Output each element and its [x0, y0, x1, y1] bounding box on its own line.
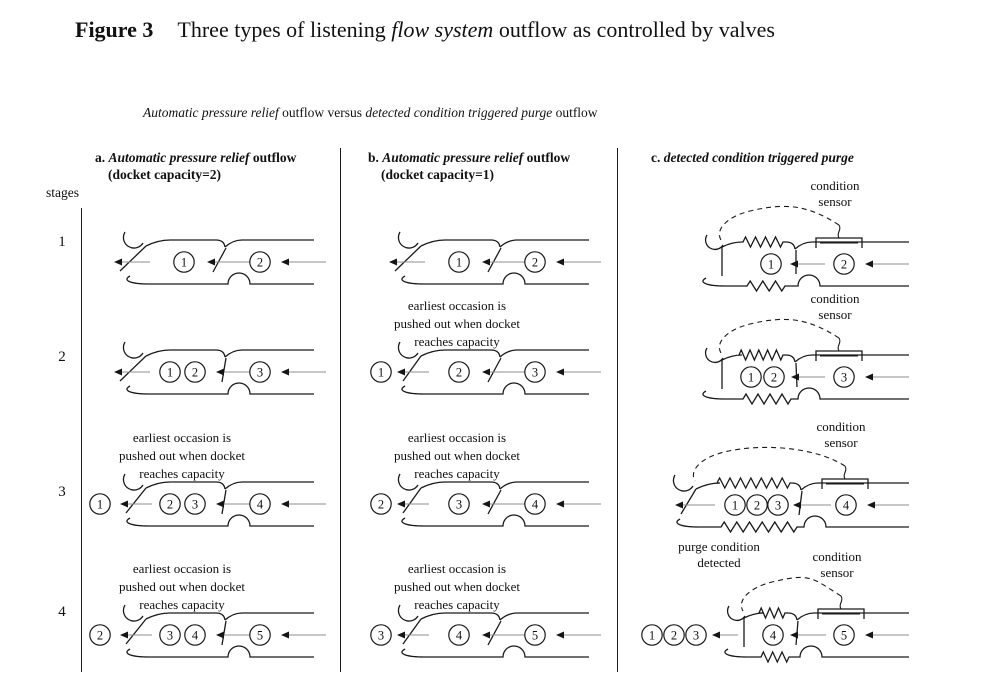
- left-valve-flap-open: [681, 489, 696, 514]
- outflow-arrow-head: [397, 369, 405, 376]
- pipe-top-line: [722, 350, 795, 362]
- purge-condition-detected-label: purge condition detected: [678, 539, 760, 570]
- occasion-token-number: 4: [842, 498, 850, 513]
- occasion-token-number: 1: [166, 365, 174, 380]
- occasion-token-number: 2: [753, 498, 761, 513]
- column-divider-ab: [340, 148, 341, 672]
- occasion-token-number: 4: [256, 497, 264, 512]
- pipe-top-line: [421, 240, 500, 247]
- occasion-token-number: 1: [747, 370, 755, 385]
- pipe-bottom-line: [402, 515, 589, 526]
- figure-title-text: Three types of listening flow system outflow as controlled by valves: [177, 17, 775, 42]
- inflow-arrow-head: [281, 501, 289, 508]
- left-valve-flap-open: [395, 246, 421, 271]
- occasion-token: [250, 252, 270, 272]
- occasion-token-number: 2: [166, 497, 174, 512]
- occasion-token: [250, 494, 270, 514]
- occasion-token: [250, 625, 270, 645]
- occasion-token-number: 3: [692, 628, 700, 643]
- occasion-token: [642, 625, 662, 645]
- occasion-token-number: 3: [256, 365, 264, 380]
- occasion-token: [449, 362, 469, 382]
- pipe-top-line-right: [500, 613, 589, 620]
- occasion-token: [160, 362, 180, 382]
- occasion-token-number: 3: [191, 497, 199, 512]
- figure-subtitle: Automatic pressure relief outflow versus detected condition triggered purge outflow: [143, 105, 598, 120]
- pipe-bottom-line: [402, 383, 589, 394]
- docket-flow-arrow-head: [207, 259, 215, 266]
- stage-number-2: 2: [58, 349, 66, 365]
- pipe-top-line: [421, 482, 500, 489]
- occasion-token: [664, 625, 684, 645]
- docket-flow-arrow-head: [790, 261, 798, 268]
- pipe-bottom-line: [127, 646, 314, 657]
- pipe-top-line: [722, 237, 795, 249]
- condition-sensor-label-c2: condition sensor: [810, 291, 860, 322]
- column-heading-c: c. detected condition triggered purge: [651, 150, 854, 165]
- pipe-top-line-right: [500, 350, 589, 357]
- pipe-bottom-line: [703, 388, 909, 404]
- occasion-token: [90, 625, 110, 645]
- occasion-token-number: 3: [531, 365, 539, 380]
- occasion-token-number: 4: [531, 497, 539, 512]
- occasion-token: [725, 495, 745, 515]
- occasion-token-number: 2: [531, 255, 539, 270]
- occasion-token: [185, 494, 205, 514]
- outflow-arrow-head: [712, 632, 720, 639]
- left-valve-seat-cup: [398, 232, 418, 248]
- pushed-out-caption-b2: earliest occasion is pushed out when docket reaches capacity: [393, 298, 520, 349]
- occasion-token-number: 5: [531, 628, 539, 643]
- occasion-token-number: 3: [840, 370, 848, 385]
- pipe-top-line-right: [225, 240, 314, 247]
- occasion-token-number: 2: [191, 365, 199, 380]
- pipe-diagram-a1: [76, 220, 338, 304]
- occasion-token-number: 1: [731, 498, 739, 513]
- docket-flow-arrow-head: [790, 632, 798, 639]
- occasion-token-number: 2: [455, 365, 463, 380]
- occasion-token: [836, 495, 856, 515]
- pipe-top-line: [744, 608, 797, 620]
- occasion-token: [834, 625, 854, 645]
- occasion-token: [525, 362, 545, 382]
- pipe-top-line-right: [225, 350, 314, 357]
- occasion-token-number: 2: [670, 628, 678, 643]
- left-valve-flap-open: [403, 356, 421, 381]
- outflow-arrow-head: [114, 259, 122, 266]
- pipe-diagram-c4: [625, 569, 915, 676]
- occasion-token-number: 1: [648, 628, 656, 643]
- sensor-control-dashed-line: [693, 447, 845, 481]
- docket-flow-arrow-head: [482, 632, 490, 639]
- pipe-diagram-b1: [351, 220, 613, 304]
- sensor-control-dashed-line: [719, 206, 839, 240]
- occasion-token: [160, 494, 180, 514]
- inflow-arrow-head: [281, 369, 289, 376]
- pipe-bottom-line: [127, 383, 314, 394]
- pipe-diagram-a2: [76, 330, 338, 414]
- occasion-token: [764, 367, 784, 387]
- docket-flow-arrow-head: [793, 502, 801, 509]
- pipe-top-line: [146, 240, 225, 247]
- docket-flow-arrow-head: [216, 501, 224, 508]
- occasion-token-number: 2: [377, 497, 385, 512]
- inflow-arrow-head: [556, 259, 564, 266]
- left-valve-flap-open: [126, 619, 146, 644]
- occasion-token: [834, 367, 854, 387]
- pipe-bottom-line: [127, 515, 314, 526]
- left-valve-seat-cup: [706, 235, 723, 249]
- occasion-token: [371, 494, 391, 514]
- occasion-token-number: 1: [180, 255, 188, 270]
- condition-sensor-label-c4: condition sensor: [812, 549, 862, 580]
- occasion-token-number: 4: [191, 628, 199, 643]
- inflow-arrow-head: [865, 261, 873, 268]
- occasion-token-number: 2: [256, 255, 264, 270]
- condition-sensor-stem: [844, 466, 846, 479]
- pipe-bottom-line: [677, 516, 909, 532]
- column-heading-a: a. Automatic pressure relief outflow (docket capacity=2): [95, 150, 297, 182]
- inflow-arrow-head: [556, 369, 564, 376]
- left-valve-flap-open: [403, 488, 421, 513]
- figure-title: [75, 15, 775, 45]
- pipe-bottom-line: [703, 275, 909, 291]
- occasion-token-number: 4: [769, 628, 777, 643]
- left-valve-seat-cup: [673, 475, 693, 491]
- pipe-top-line: [146, 482, 225, 489]
- outflow-arrow-head: [389, 259, 397, 266]
- occasion-token: [449, 494, 469, 514]
- occasion-token-number: 2: [96, 628, 104, 643]
- pipe-top-line-right: [500, 240, 589, 247]
- pushed-out-caption-b4: earliest occasion is pushed out when docket reaches capacity: [393, 561, 520, 612]
- inflow-arrow-head: [865, 632, 873, 639]
- occasion-token: [768, 495, 788, 515]
- occasion-token: [250, 362, 270, 382]
- occasion-token: [525, 625, 545, 645]
- occasion-token: [686, 625, 706, 645]
- column-subheading-b: (docket capacity=1): [381, 167, 495, 182]
- left-valve-flap-open: [126, 488, 146, 513]
- pipe-top-line: [421, 350, 500, 357]
- docket-flow-arrow-head: [791, 374, 799, 381]
- occasion-token: [371, 362, 391, 382]
- stages-axis-label: stages: [46, 185, 79, 200]
- stage-number-3: 3: [58, 484, 66, 500]
- pushed-out-caption-a3: earliest occasion is pushed out when docket reaches capacity: [118, 430, 245, 481]
- occasion-token: [160, 625, 180, 645]
- occasion-token: [449, 625, 469, 645]
- occasion-token-number: 1: [377, 365, 385, 380]
- outflow-arrow-head: [397, 501, 405, 508]
- condition-sensor-stem: [838, 338, 840, 351]
- pipe-diagram-c2: [625, 311, 915, 429]
- condition-sensor-label-c1: condition sensor: [810, 178, 860, 209]
- left-valve-seat-cup: [728, 606, 745, 620]
- occasion-token: [525, 252, 545, 272]
- occasion-token-number: 5: [256, 628, 264, 643]
- occasion-token-number: 1: [455, 255, 463, 270]
- docket-flow-arrow-head: [482, 501, 490, 508]
- inflow-arrow-head: [867, 502, 875, 509]
- pipe-top-line-right: [500, 482, 589, 489]
- inflow-arrow-head: [281, 632, 289, 639]
- occasion-token-number: 4: [455, 628, 463, 643]
- occasion-token: [90, 494, 110, 514]
- occasion-token: [525, 494, 545, 514]
- occasion-token-number: 2: [840, 257, 848, 272]
- occasion-token: [449, 252, 469, 272]
- occasion-token: [761, 254, 781, 274]
- left-valve-flap-open: [403, 619, 421, 644]
- occasion-token: [741, 367, 761, 387]
- occasion-token: [834, 254, 854, 274]
- condition-sensor-stem: [838, 225, 840, 238]
- occasion-token: [371, 625, 391, 645]
- docket-flow-arrow-head: [216, 632, 224, 639]
- condition-sensor-label-c3: condition sensor: [816, 419, 866, 450]
- occasion-token: [185, 362, 205, 382]
- sensor-control-dashed-line: [741, 577, 841, 611]
- outflow-arrow-head: [114, 369, 122, 376]
- outflow-arrow-head: [675, 502, 683, 509]
- occasion-token-number: 3: [455, 497, 463, 512]
- inflow-arrow-head: [281, 259, 289, 266]
- pipe-top-line: [421, 613, 500, 620]
- occasion-token-number: 3: [377, 628, 385, 643]
- occasion-token: [174, 252, 194, 272]
- docket-flow-arrow-head: [216, 369, 224, 376]
- outflow-arrow-head: [120, 632, 128, 639]
- stage-number-1: 1: [58, 234, 66, 250]
- left-valve-flap-open: [120, 356, 146, 381]
- pipe-top-line: [696, 478, 801, 490]
- stage-number-4: 4: [58, 604, 66, 620]
- pipe-bottom-line: [402, 646, 589, 657]
- left-valve-seat-cup: [123, 342, 143, 358]
- occasion-token-number: 3: [774, 498, 782, 513]
- column-subheading-a: (docket capacity=2): [108, 167, 222, 182]
- pipe-bottom-line: [402, 273, 589, 284]
- left-valve-seat-cup: [706, 348, 723, 362]
- occasion-token-number: 2: [770, 370, 778, 385]
- pipe-bottom-line: [127, 273, 314, 284]
- occasion-token-number: 3: [166, 628, 174, 643]
- inflow-arrow-head: [556, 501, 564, 508]
- pipe-bottom-line: [725, 646, 909, 662]
- sensor-control-dashed-line: [719, 319, 839, 353]
- pipe-top-line: [146, 613, 225, 620]
- pipe-top-line-right: [225, 482, 314, 489]
- occasion-token: [185, 625, 205, 645]
- occasion-token-number: 1: [96, 497, 104, 512]
- pipe-top-line-right: [225, 613, 314, 620]
- occasion-token: [763, 625, 783, 645]
- occasion-token-number: 1: [767, 257, 775, 272]
- inflow-arrow-head: [865, 374, 873, 381]
- outflow-arrow-head: [120, 501, 128, 508]
- pushed-out-caption-b3: earliest occasion is pushed out when docket reaches capacity: [393, 430, 520, 481]
- inflow-arrow-head: [556, 632, 564, 639]
- left-valve-flap-open: [120, 246, 146, 271]
- figure-label: Figure 3: [75, 17, 154, 42]
- outflow-arrow-head: [397, 632, 405, 639]
- occasion-token: [747, 495, 767, 515]
- occasion-token-number: 5: [840, 628, 848, 643]
- left-valve-seat-cup: [123, 232, 143, 248]
- pushed-out-caption-a4: earliest occasion is pushed out when docket reaches capacity: [118, 561, 245, 612]
- docket-flow-arrow-head: [482, 259, 490, 266]
- column-heading-b: b. Automatic pressure relief outflow (docket capacity=1): [368, 150, 571, 182]
- docket-flow-arrow-head: [482, 369, 490, 376]
- condition-sensor-stem: [840, 596, 842, 609]
- column-divider-bc: [617, 148, 618, 672]
- pipe-top-line: [146, 350, 225, 357]
